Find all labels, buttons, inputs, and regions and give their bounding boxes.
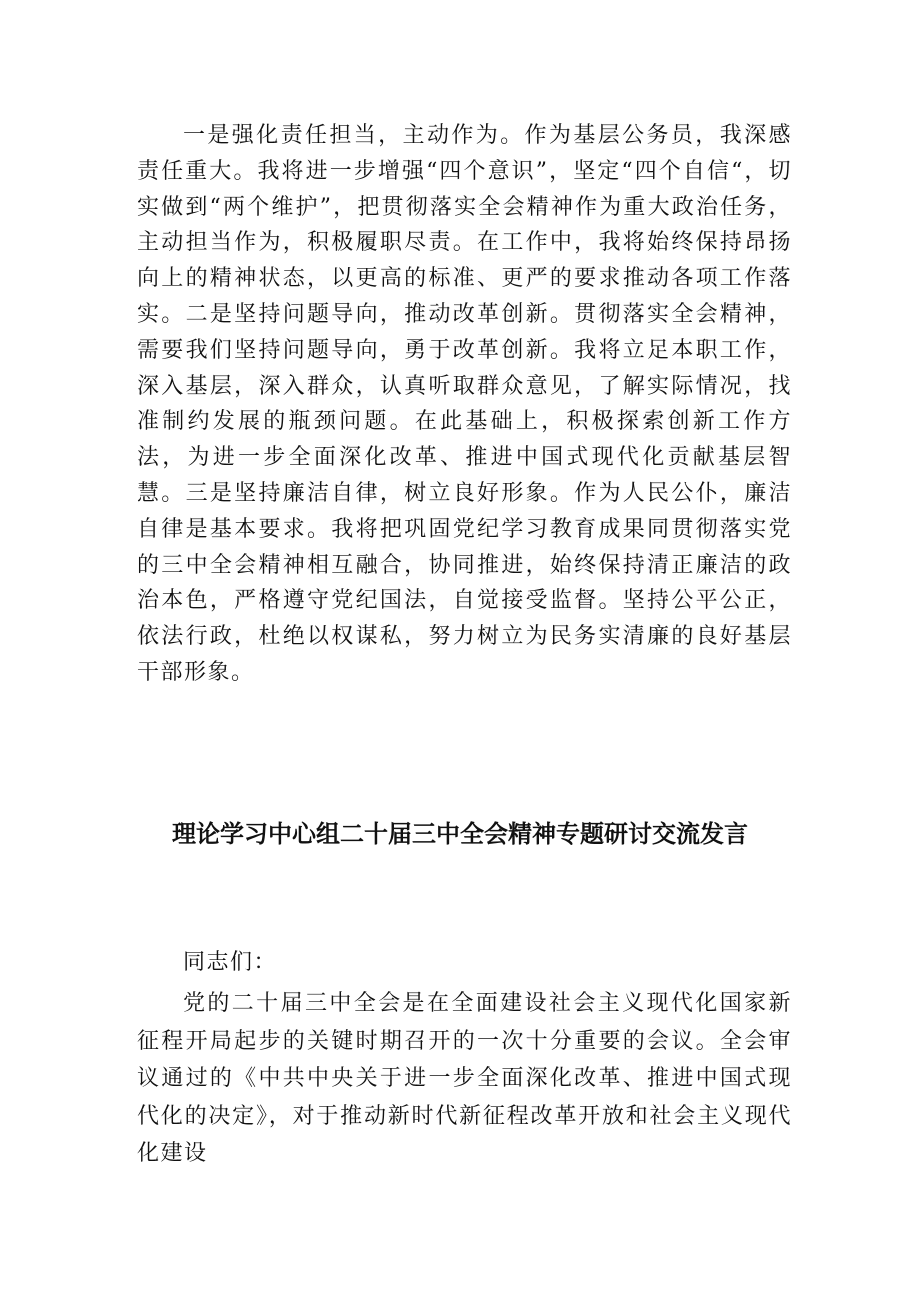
document-title: 理论学习中心组二十届三中全会精神专题研讨交流发言 xyxy=(172,820,748,848)
salutation: 同志们： xyxy=(183,950,278,975)
body-paragraph: 党的二十届三中全会是在全面建设社会主义现代化国家新征程开局起步的关键时期召开的一次十分重要的会议。全会审议通过的《中共中央关于进一步全面深化改革、推进中国式现代化的决定》，对于推动新时代新征程改革开放和社会主义现代化建设 xyxy=(137,991,792,1166)
body-paragraph: 一是强化责任担当，主动作为。作为基层公务员，我深感责任重大。我将进一步增强“四个意识”，坚定“四个自信“，切实做到“两个维护”，把贯彻落实全会精神作为重大政治任务，主动担当作为，积极履职尽责。在工作中，我将始终保持昂扬向上的精神状态，以更高的标准、更严的要求推动各项工作落实。二是坚持问题导向，推动改革创新。贯彻落实全会精神，需要我们坚持问题导向，勇于改革创新。我将立足本职工作，深入基层，深入群众，认真听取群众意见，了解实际情况，找准制约发展的瓶颈问题。在此基础上，积极探索创新工作方法，为进一步全面深化改革、推进中国式现代化贡献基层智慧。三是坚持廉洁自律，树立良好形象。作为人民公仆，廉洁自律是基本要求。我将把巩固党纪学习教育成果同贯彻落实党的三中全会精神相互融合，协同推进，始终保持清正廉洁的政治本色，严格遵守党纪国法，自觉接受监督。坚持公平公正，依法行政，杜绝以权谋私，努力树立为民务实清廉的良好基层干部形象。 xyxy=(137,123,792,685)
